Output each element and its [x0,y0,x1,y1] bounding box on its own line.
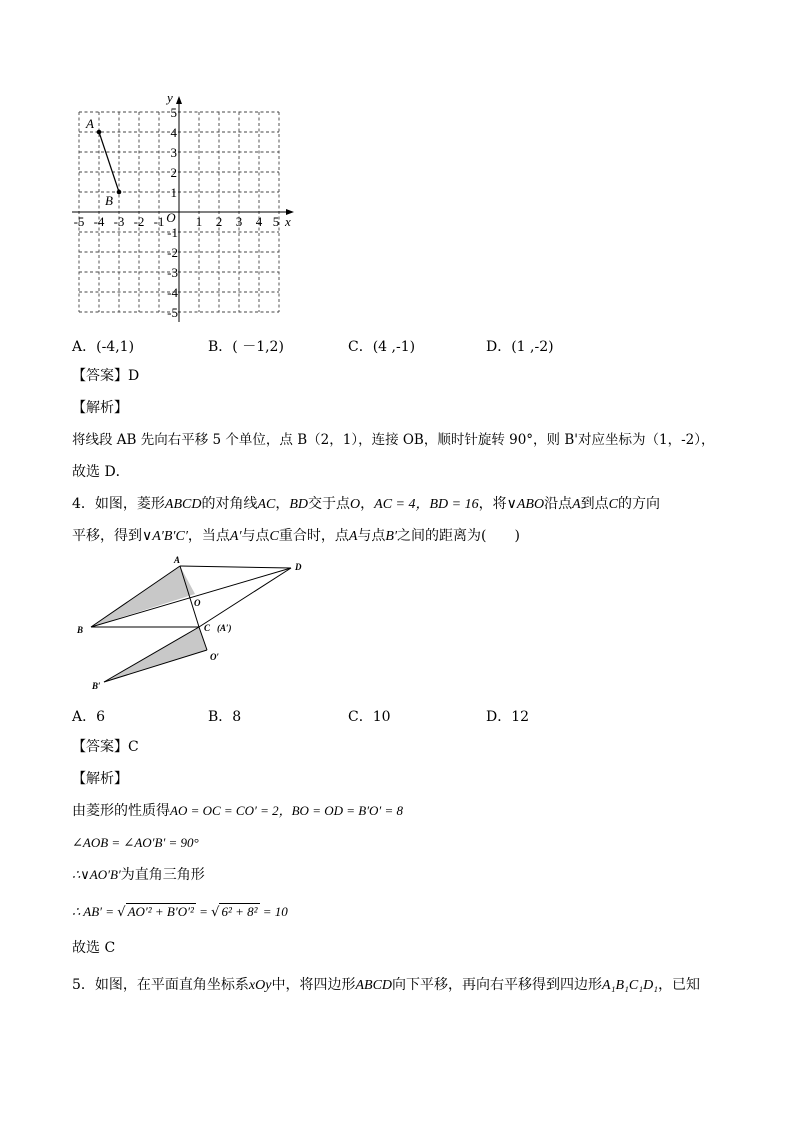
coordinate-graph [60,90,310,330]
q4-text: 之间的距离为( ) [397,528,520,544]
sqrt-sign: √ [117,905,126,920]
q4-text: 4．如图，菱形 [72,496,165,512]
q5-text: 5．如图，在平面直角坐标系 [72,977,249,993]
y-tick: 5 [170,105,177,120]
point-b [117,190,122,195]
label-b-prime: B′ [92,681,101,691]
label-a: A [174,555,181,565]
x-tick: 1 [195,214,203,229]
x-axis-label: x [285,214,291,229]
q4-math: C [269,529,279,544]
q3-analysis-title: 【解析】 [72,400,128,416]
q4-math: ∨ABO [506,497,545,512]
q5-math: xOy [248,978,272,993]
q5-text: 向下平移，再向右平移得到四边形 [392,977,603,993]
y-tick: -4 [167,285,178,300]
q4-stem-line2 [72,526,520,547]
q4-math: A [348,529,358,544]
label-c: C [204,623,211,633]
q4-sol-math: = [195,904,212,919]
q4-sol-math: ∴ AB′ = [72,904,118,919]
x-tick: 4 [255,214,263,229]
q4-text: 重合时，点 [278,528,349,544]
q4-solution-line1 [72,801,403,821]
x-tick: -4 [93,214,105,229]
y-tick: 1 [170,185,177,200]
y-tick: -3 [167,265,178,280]
y-axis-label: y [167,90,173,105]
q4-text: ， [360,496,375,512]
q4-solution-line2: ∠AOB = ∠AO′B′ = 90° [72,835,199,850]
q4-sol-math: = 10 [259,904,288,919]
q4-text: 平移，得到 [72,528,142,544]
q5-stem [72,975,700,996]
sqrt-sign: √ [211,905,220,920]
figure-lines [91,566,291,682]
q4-text: 沿点 [544,496,573,512]
point-a [97,130,102,135]
q4-math: A [572,497,581,512]
y-tick: -1 [167,225,178,240]
q5-text: 中，将四边形 [271,977,356,993]
y-tick: 3 [170,145,177,160]
x-tick: -2 [133,214,145,229]
q4-math: ∨A′B′C′ [142,529,188,544]
q4-math: AC = 4，BD = 16 [374,497,479,512]
q4-text: 到点 [580,496,609,512]
x-tick: 5 [272,214,280,229]
q4-text: ，当点 [187,528,230,544]
q4-math: B′ [385,529,398,544]
label-d: D [295,562,302,572]
option-c: C．(4 ,-1) [348,339,416,355]
q5-math: ABCD [355,978,393,993]
q5-text: ，已知 [658,977,701,993]
option-d: D．12 [486,709,530,725]
q4-math: BD [289,497,309,512]
x-tick: -5 [73,214,85,229]
q4-solution-line3 [72,865,205,885]
q4-conclusion: 故选 C [72,940,116,956]
q4-math: AC [257,497,276,512]
rhombus-figure [70,552,320,698]
q3-analysis-line1: 将线段 AB 先向右平移 5 个单位，点 B（2，1），连接 OB，顺时针旋转 90°，则 B'对应坐标为（1，-2）， [72,432,715,448]
x-tick: 2 [215,214,223,229]
q3-options [72,336,712,356]
q4-math: ABCD [164,497,202,512]
y-tick: -2 [167,245,178,260]
point-b-label: B [105,193,113,208]
q3-answer: 【答案】D [72,368,140,384]
option-b: B．8 [208,709,242,725]
q4-text: 的方向 [618,496,660,512]
sqrt-radicand: AO′² + B′O′² [127,904,194,919]
q4-math: A′ [229,529,242,544]
q4-text: 的对角线 [201,496,258,512]
q4-math: O [350,497,361,512]
x-tick: -3 [113,214,125,229]
q4-sol-math: AO = OC = CO′ = 2，BO = OD = B′O′ = 8 [170,803,404,818]
sqrt-radicand: 6² + 8² [221,904,258,919]
y-tick: 4 [170,125,177,140]
q3-analysis-line2: 故选 D． [72,464,130,480]
q4-sol-math: ∴∨AO′B′ [72,867,121,882]
q4-text: ，将 [478,496,507,512]
label-a-prime: (A′) [217,623,232,633]
x-tick: 3 [235,214,243,229]
q4-stem-line1 [72,494,660,515]
q4-text: 与点 [241,528,270,544]
label-o-prime: O′ [210,652,220,662]
q4-solution-line4 [72,902,288,923]
option-a: A．(-4,1) [72,339,135,355]
q4-sol-text: 由菱形的性质得 [72,803,170,819]
y-tick: 2 [170,165,177,180]
q4-options [72,706,712,726]
q4-sol-text: 为直角三角形 [120,867,205,883]
segment-ab [99,132,119,192]
q4-answer: 【答案】C [72,739,139,755]
axes [72,96,294,322]
point-a-label: A [86,116,94,131]
y-tick: -5 [167,305,178,320]
q4-math: C [608,497,618,512]
shaded-triangle-abo [91,566,195,627]
label-b: B [77,625,84,635]
label-o: O [194,598,201,608]
q4-text: 交于点 [308,496,351,512]
option-a: A．6 [72,709,106,725]
q4-text: ， [275,496,290,512]
origin-label: O [166,210,176,225]
option-b: B．( －1,2) [208,339,284,355]
option-c: C．10 [348,709,391,725]
x-tick: -1 [153,214,165,229]
option-d: D．(1 ,-2) [486,339,554,355]
q5-math: A₁B₁C₁D₁ [602,978,659,993]
q4-text: 与点 [357,528,386,544]
q4-analysis-title: 【解析】 [72,771,128,787]
